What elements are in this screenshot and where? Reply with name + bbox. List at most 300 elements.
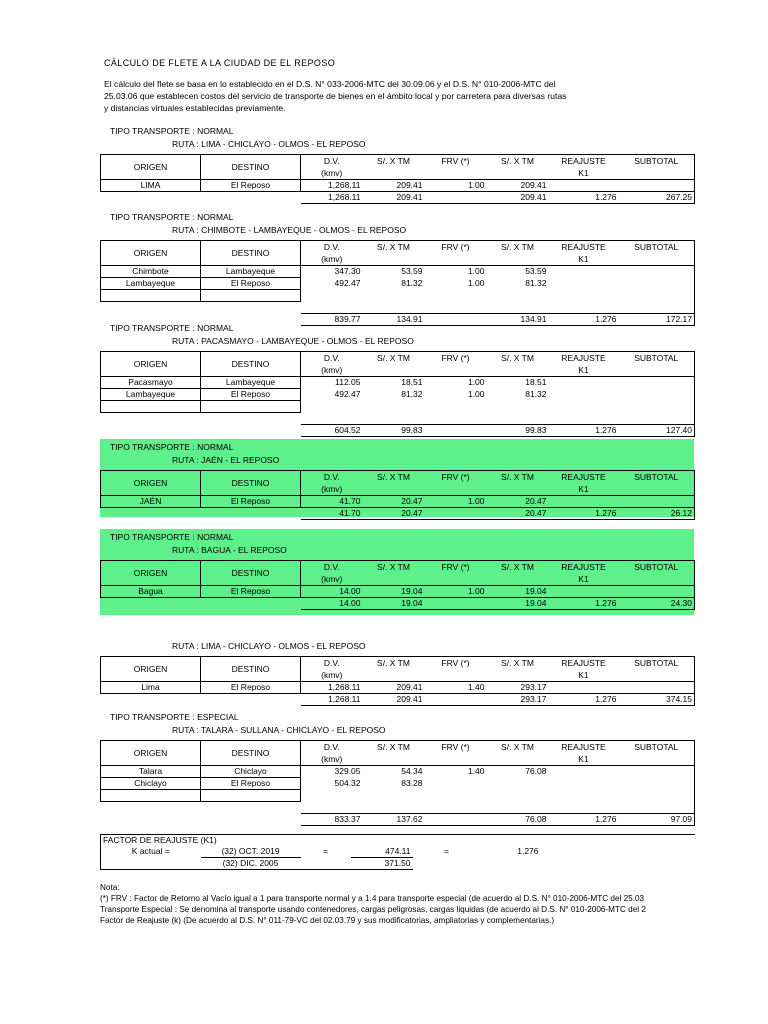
cell-blank (487, 302, 549, 314)
cell-blank (619, 290, 695, 302)
header-destino: DESTINO (201, 561, 301, 586)
total-sxtm-2: 209.41 (487, 192, 549, 204)
cell-blank (101, 598, 201, 610)
total-sxtm-2: 99.83 (487, 424, 549, 436)
total-reajuste: 1.276 (549, 313, 619, 325)
cell-destino (201, 401, 301, 413)
cell-origen (101, 290, 201, 302)
header-blank (425, 167, 487, 180)
spacer-row (101, 302, 695, 314)
cell-blank (619, 766, 695, 778)
cell-blank (619, 586, 695, 598)
cell-sxtm: 54.34 (401, 766, 423, 777)
transport-type: TIPO TRANSPORTE : NORMAL (110, 442, 234, 452)
header-frv: FRV (*) (425, 471, 487, 484)
header-origen: ORIGEN (101, 155, 201, 180)
factor-title: FACTOR DE REAJUSTE (K1) (101, 835, 301, 847)
note-line: Transporte Especial : Se denomina al transporte usando contenedores, cargas peligrosas, cargas liquidas (de acuerdo al D.S. N° 010-2006-MTC del 2 (100, 905, 646, 914)
header-reajuste: REAJUSTE (549, 352, 619, 365)
header-sxtm-2: S/. X TM (487, 155, 549, 168)
cell-blank (619, 802, 695, 814)
header-origen: ORIGEN (101, 561, 201, 586)
cell-blank (201, 508, 301, 520)
cell-frv: 1.00 (467, 586, 485, 596)
header-reajuste: REAJUSTE (549, 241, 619, 254)
header-dv: D.V. (301, 741, 363, 754)
cell-destino: El Reposo (201, 389, 301, 401)
factor-den-label: (32) DIC. 2005 (201, 858, 301, 870)
header-origen: ORIGEN (101, 352, 201, 377)
cell-sxtm: 19.04 (401, 586, 423, 596)
cell-blank (619, 377, 695, 389)
cell-blank (201, 192, 301, 204)
total-sxtm: 137.62 (363, 813, 425, 825)
header-reajuste-k: K1 (549, 753, 619, 766)
header-destino: DESTINO (201, 352, 301, 377)
cell-blank (201, 802, 301, 814)
header-sxtm: S/. X TM (363, 561, 425, 574)
cell-destino: Lambayeque (201, 266, 301, 278)
cell-blank (619, 778, 695, 790)
cell-destino: Lambayeque (201, 377, 301, 389)
header-blank (363, 573, 425, 586)
header-subtotal: SUBTOTAL (619, 561, 695, 574)
cell-blank (363, 413, 425, 425)
cell-frv: 1.40 (467, 682, 485, 692)
header-origen: ORIGEN (101, 657, 201, 682)
header-dv-unit: (kmv) (301, 167, 363, 180)
cell-blank (549, 778, 619, 790)
factor-num-label: (32) OCT. 2019 (201, 846, 301, 858)
header-blank (619, 167, 695, 180)
cell-dv: 1,268.11 (328, 682, 361, 692)
total-reajuste: 1.276 (549, 813, 619, 825)
total-blank (425, 192, 487, 204)
cell-dv: 112.05 (335, 377, 361, 388)
total-reajuste: 1.276 (549, 598, 619, 610)
cell-sxtm-2 (487, 401, 549, 413)
header-reajuste: REAJUSTE (549, 657, 619, 670)
header-blank (363, 483, 425, 496)
total-blank (425, 313, 487, 325)
header-reajuste-k: K1 (549, 253, 619, 266)
cell-blank (549, 766, 619, 778)
table-row (101, 389, 695, 401)
total-sxtm-2: 19.04 (487, 598, 549, 610)
cell-frv: 1.40 (467, 766, 485, 777)
cell-dv: 347.30 (334, 266, 361, 277)
cell-frv: 1.00 (467, 266, 485, 277)
header-blank (487, 573, 549, 586)
cell-blank (101, 413, 201, 425)
total-blank (425, 813, 487, 825)
header-sxtm: S/. X TM (363, 155, 425, 168)
header-sxtm: S/. X TM (363, 352, 425, 365)
transport-type: TIPO TRANSPORTE : NORMAL (110, 126, 234, 136)
cell-sxtm-2: 18.51 (525, 377, 547, 388)
page-title: CÁLCULO DE FLETE A LA CIUDAD DE EL REPOSO (104, 58, 336, 68)
cell-sxtm: 209.41 (396, 682, 423, 692)
header-reajuste: REAJUSTE (549, 155, 619, 168)
header-subtotal: SUBTOTAL (619, 471, 695, 484)
total-row (101, 813, 695, 825)
total-sxtm-2: 134.91 (487, 313, 549, 325)
header-sxtm-2: S/. X TM (487, 561, 549, 574)
cell-dv: 41.70 (339, 496, 361, 506)
factor-reajuste-block (100, 834, 694, 870)
route-label: RUTA : LIMA - CHICLAYO - OLMOS - EL REPOSO (172, 641, 366, 651)
header-reajuste-k: K1 (549, 669, 619, 682)
cell-dv (301, 290, 363, 302)
cell-blank (619, 496, 695, 508)
cell-dv: 504.32 (334, 778, 361, 788)
cell-dv: 14.00 (339, 586, 361, 596)
cell-blank (619, 413, 695, 425)
header-blank (363, 669, 425, 682)
total-row (101, 694, 695, 706)
cell-blank (549, 682, 619, 694)
header-blank (363, 753, 425, 766)
header-blank (619, 483, 695, 496)
cell-blank (619, 790, 695, 802)
cell-origen: Talara (101, 766, 201, 778)
header-destino: DESTINO (201, 741, 301, 766)
header-frv: FRV (*) (425, 155, 487, 168)
header-dv-unit: (kmv) (301, 573, 363, 586)
cell-frv (425, 778, 487, 790)
header-blank (425, 573, 487, 586)
total-sxtm: 209.41 (363, 694, 425, 706)
total-subtotal: 172.17 (619, 313, 695, 325)
header-sxtm-2: S/. X TM (487, 471, 549, 484)
header-dv: D.V. (301, 352, 363, 365)
cell-blank (201, 598, 301, 610)
cell-blank (487, 413, 549, 425)
header-blank (487, 167, 549, 180)
note-line: (*) FRV : Factor de Retorno al Vacío igual a 1 para transporte normal y a 1.4 para transporte especial (de acuerdo al D.S. N° 010-2006-MTC del 25.03 (100, 894, 645, 903)
total-dv: 839.77 (301, 313, 363, 325)
total-subtotal: 26.12 (619, 508, 695, 520)
cell-origen: Chiclayo (101, 778, 201, 790)
header-reajuste: REAJUSTE (549, 741, 619, 754)
cell-blank (301, 413, 363, 425)
cell-origen: Lambayeque (101, 389, 201, 401)
cell-blank (425, 413, 487, 425)
total-reajuste: 1.276 (549, 694, 619, 706)
cell-sxtm-2: 81.32 (525, 389, 547, 399)
cell-destino: Chiclayo (201, 766, 301, 778)
header-reajuste-k: K1 (549, 364, 619, 377)
header-blank (619, 669, 695, 682)
header-dv-unit: (kmv) (301, 364, 363, 377)
factor-label: K actual = (101, 846, 201, 858)
total-dv: 41.70 (301, 508, 363, 520)
cell-dv: 492.47 (334, 278, 361, 288)
cell-dv: 329.05 (334, 766, 361, 777)
header-sxtm: S/. X TM (363, 241, 425, 254)
cell-sxtm-2 (487, 290, 549, 302)
table-row (101, 290, 695, 302)
header-blank (487, 483, 549, 496)
cell-sxtm: 20.47 (401, 496, 423, 506)
cell-sxtm-2 (487, 790, 549, 802)
cell-sxtm-2 (487, 778, 549, 790)
cell-frv (425, 290, 487, 302)
total-dv: 1,268.11 (301, 192, 363, 204)
total-sxtm: 20.47 (363, 508, 425, 520)
total-subtotal: 97.09 (619, 813, 695, 825)
cell-origen: JAÉN (101, 496, 201, 508)
header-dv-unit: (kmv) (301, 253, 363, 266)
total-subtotal: 267.25 (619, 192, 695, 204)
header-blank (425, 753, 487, 766)
cell-origen: Lambayeque (101, 278, 201, 290)
factor-eq1: = (323, 846, 328, 857)
transport-type: TIPO TRANSPORTE : NORMAL (110, 323, 234, 333)
total-sxtm-2: 293.17 (487, 694, 549, 706)
header-destino: DESTINO (201, 657, 301, 682)
total-reajuste: 1.276 (549, 424, 619, 436)
total-subtotal: 374.15 (619, 694, 695, 706)
header-sxtm-2: S/. X TM (487, 241, 549, 254)
factor-den-val: 371.50 (351, 858, 413, 870)
total-subtotal: 127.40 (619, 424, 695, 436)
header-reajuste: REAJUSTE (549, 561, 619, 574)
cell-blank (619, 266, 695, 278)
header-subtotal: SUBTOTAL (619, 241, 695, 254)
header-origen: ORIGEN (101, 741, 201, 766)
cell-origen: Pacasmayo (101, 377, 201, 389)
header-sxtm: S/. X TM (363, 741, 425, 754)
cell-destino: El Reposo (201, 682, 301, 694)
route-table (100, 154, 695, 204)
cell-dv: 1,268.11 (328, 180, 361, 190)
cell-blank (487, 802, 549, 814)
header-blank (425, 483, 487, 496)
total-row (101, 424, 695, 436)
header-dv: D.V. (301, 657, 363, 670)
cell-dv (301, 401, 363, 413)
intro-line: 25.03.06 que establecen costos del servicio de transporte de bienes en el ámbito local y por carretera para diversas rutas (104, 91, 567, 101)
total-sxtm: 99.83 (363, 424, 425, 436)
factor-result: 1.276 (517, 846, 539, 857)
total-row (101, 192, 695, 204)
total-dv: 14.00 (301, 598, 363, 610)
header-dv: D.V. (301, 471, 363, 484)
cell-origen (101, 790, 201, 802)
header-dv: D.V. (301, 241, 363, 254)
cell-blank (619, 401, 695, 413)
header-subtotal: SUBTOTAL (619, 741, 695, 754)
route-table (100, 470, 695, 520)
cell-dv: 492.47 (334, 389, 361, 399)
transport-type: TIPO TRANSPORTE : NORMAL (110, 212, 234, 222)
cell-blank (101, 424, 201, 436)
cell-blank (549, 377, 619, 389)
cell-origen: Lima (101, 682, 201, 694)
cell-blank (619, 682, 695, 694)
header-reajuste: REAJUSTE (549, 471, 619, 484)
cell-blank (425, 802, 487, 814)
header-blank (363, 167, 425, 180)
table-row (101, 377, 695, 389)
cell-blank (101, 813, 201, 825)
route-table (100, 351, 695, 437)
cell-sxtm: 18.51 (401, 377, 423, 388)
header-sxtm-2: S/. X TM (487, 657, 549, 670)
header-blank (487, 253, 549, 266)
cell-blank (201, 813, 301, 825)
cell-blank (201, 302, 301, 314)
cell-blank (363, 302, 425, 314)
cell-sxtm-2: 293.17 (520, 682, 547, 692)
cell-sxtm: 209.41 (396, 180, 423, 190)
total-sxtm-2: 76.08 (487, 813, 549, 825)
route-table (100, 740, 695, 826)
route-table (100, 240, 695, 326)
cell-blank (101, 508, 201, 520)
transport-type: TIPO TRANSPORTE : NORMAL (110, 532, 234, 542)
header-dv: D.V. (301, 155, 363, 168)
total-reajuste: 1.276 (549, 192, 619, 204)
spacer-row (101, 802, 695, 814)
header-dv-unit: (kmv) (301, 669, 363, 682)
header-reajuste-k: K1 (549, 573, 619, 586)
route-table (100, 560, 695, 610)
header-blank (425, 253, 487, 266)
notes-heading: Nota: (100, 883, 120, 892)
cell-sxtm: 53.59 (401, 266, 423, 277)
header-blank (363, 253, 425, 266)
header-dv-unit: (kmv) (301, 483, 363, 496)
table-row (101, 180, 695, 192)
header-origen: ORIGEN (101, 471, 201, 496)
cell-destino (201, 290, 301, 302)
note-line: Factor de Reajuste (k) (De acuerdo al D.S. N° 011-79-VC del 02.03.79 y sus modificatorias, ampliatorias y complementarias.) (100, 916, 555, 925)
cell-blank (101, 802, 201, 814)
header-sxtm: S/. X TM (363, 657, 425, 670)
cell-destino: El Reposo (201, 278, 301, 290)
transport-type: TIPO TRANSPORTE : ESPECIAL (110, 712, 239, 722)
spacer-row (101, 413, 695, 425)
total-blank (425, 508, 487, 520)
total-sxtm: 19.04 (363, 598, 425, 610)
cell-sxtm (363, 290, 425, 302)
header-blank (363, 364, 425, 377)
intro-paragraph (104, 78, 704, 114)
cell-sxtm: 83.28 (401, 778, 423, 788)
cell-origen: LIMA (101, 180, 201, 192)
cell-origen: Chimbote (101, 266, 201, 278)
cell-frv (425, 401, 487, 413)
cell-blank (425, 302, 487, 314)
cell-blank (201, 694, 301, 706)
cell-destino: El Reposo (201, 778, 301, 790)
header-blank (425, 364, 487, 377)
notes-block (100, 882, 694, 926)
cell-frv: 1.00 (467, 180, 485, 190)
cell-destino: El Reposo (201, 180, 301, 192)
cell-blank (549, 496, 619, 508)
header-dv: D.V. (301, 561, 363, 574)
cell-blank (101, 302, 201, 314)
cell-sxtm-2: 76.08 (525, 766, 547, 777)
route-label: RUTA : BAGUA - EL REPOSO (172, 545, 287, 555)
header-frv: FRV (*) (425, 741, 487, 754)
header-sxtm: S/. X TM (363, 471, 425, 484)
cell-sxtm (363, 401, 425, 413)
cell-blank (101, 192, 201, 204)
factor-eq2: = (444, 846, 449, 857)
cell-blank (549, 290, 619, 302)
cell-destino (201, 790, 301, 802)
route-table (100, 656, 695, 706)
cell-blank (301, 802, 363, 814)
total-sxtm-2: 20.47 (487, 508, 549, 520)
cell-blank (549, 401, 619, 413)
cell-origen (101, 401, 201, 413)
cell-frv: 1.00 (467, 377, 485, 388)
total-blank (425, 694, 487, 706)
header-frv: FRV (*) (425, 657, 487, 670)
cell-sxtm-2: 53.59 (525, 266, 547, 277)
cell-blank (363, 802, 425, 814)
cell-frv: 1.00 (467, 278, 485, 288)
header-dv-unit: (kmv) (301, 753, 363, 766)
cell-blank (619, 302, 695, 314)
header-blank (619, 573, 695, 586)
total-sxtm: 209.41 (363, 192, 425, 204)
total-dv: 1,268.11 (301, 694, 363, 706)
header-reajuste-k: K1 (549, 167, 619, 180)
route-label: RUTA : PACASMAYO - LAMBAYEQUE - OLMOS - EL REPOSO (172, 336, 414, 346)
cell-blank (549, 278, 619, 290)
header-blank (487, 669, 549, 682)
total-dv: 833.37 (301, 813, 363, 825)
cell-frv: 1.00 (467, 389, 485, 399)
table-row (101, 278, 695, 290)
factor-table (100, 834, 695, 870)
header-frv: FRV (*) (425, 352, 487, 365)
header-blank (619, 253, 695, 266)
table-row (101, 682, 695, 694)
header-subtotal: SUBTOTAL (619, 155, 695, 168)
cell-blank (619, 389, 695, 401)
cell-dv (301, 790, 363, 802)
route-label: RUTA : JAÉN - EL REPOSO (172, 455, 280, 465)
intro-line: El cálculo del flete se basa en lo establecido en el D.S. N° 033-2006-MTC del 30.09.06 y el D.S. N° 010-2006-MTC del (104, 79, 556, 89)
header-subtotal: SUBTOTAL (619, 352, 695, 365)
cell-blank (549, 180, 619, 192)
cell-blank (201, 424, 301, 436)
header-blank (619, 364, 695, 377)
cell-destino: El Reposo (201, 496, 301, 508)
cell-sxtm-2: 20.47 (525, 496, 547, 506)
table-row (101, 766, 695, 778)
table-row (101, 586, 695, 598)
cell-destino: El Reposo (201, 586, 301, 598)
header-origen: ORIGEN (101, 241, 201, 266)
route-label: RUTA : CHIMBOTE - LAMBAYEQUE - OLMOS - EL REPOSO (172, 225, 407, 235)
cell-origen: Bagua (101, 586, 201, 598)
header-blank (619, 753, 695, 766)
cell-blank (101, 694, 201, 706)
cell-blank (201, 413, 301, 425)
total-reajuste: 1.276 (549, 508, 619, 520)
header-blank (487, 364, 549, 377)
table-row (101, 778, 695, 790)
intro-line: y distancias virtuales establecidas previamente. (104, 103, 286, 113)
